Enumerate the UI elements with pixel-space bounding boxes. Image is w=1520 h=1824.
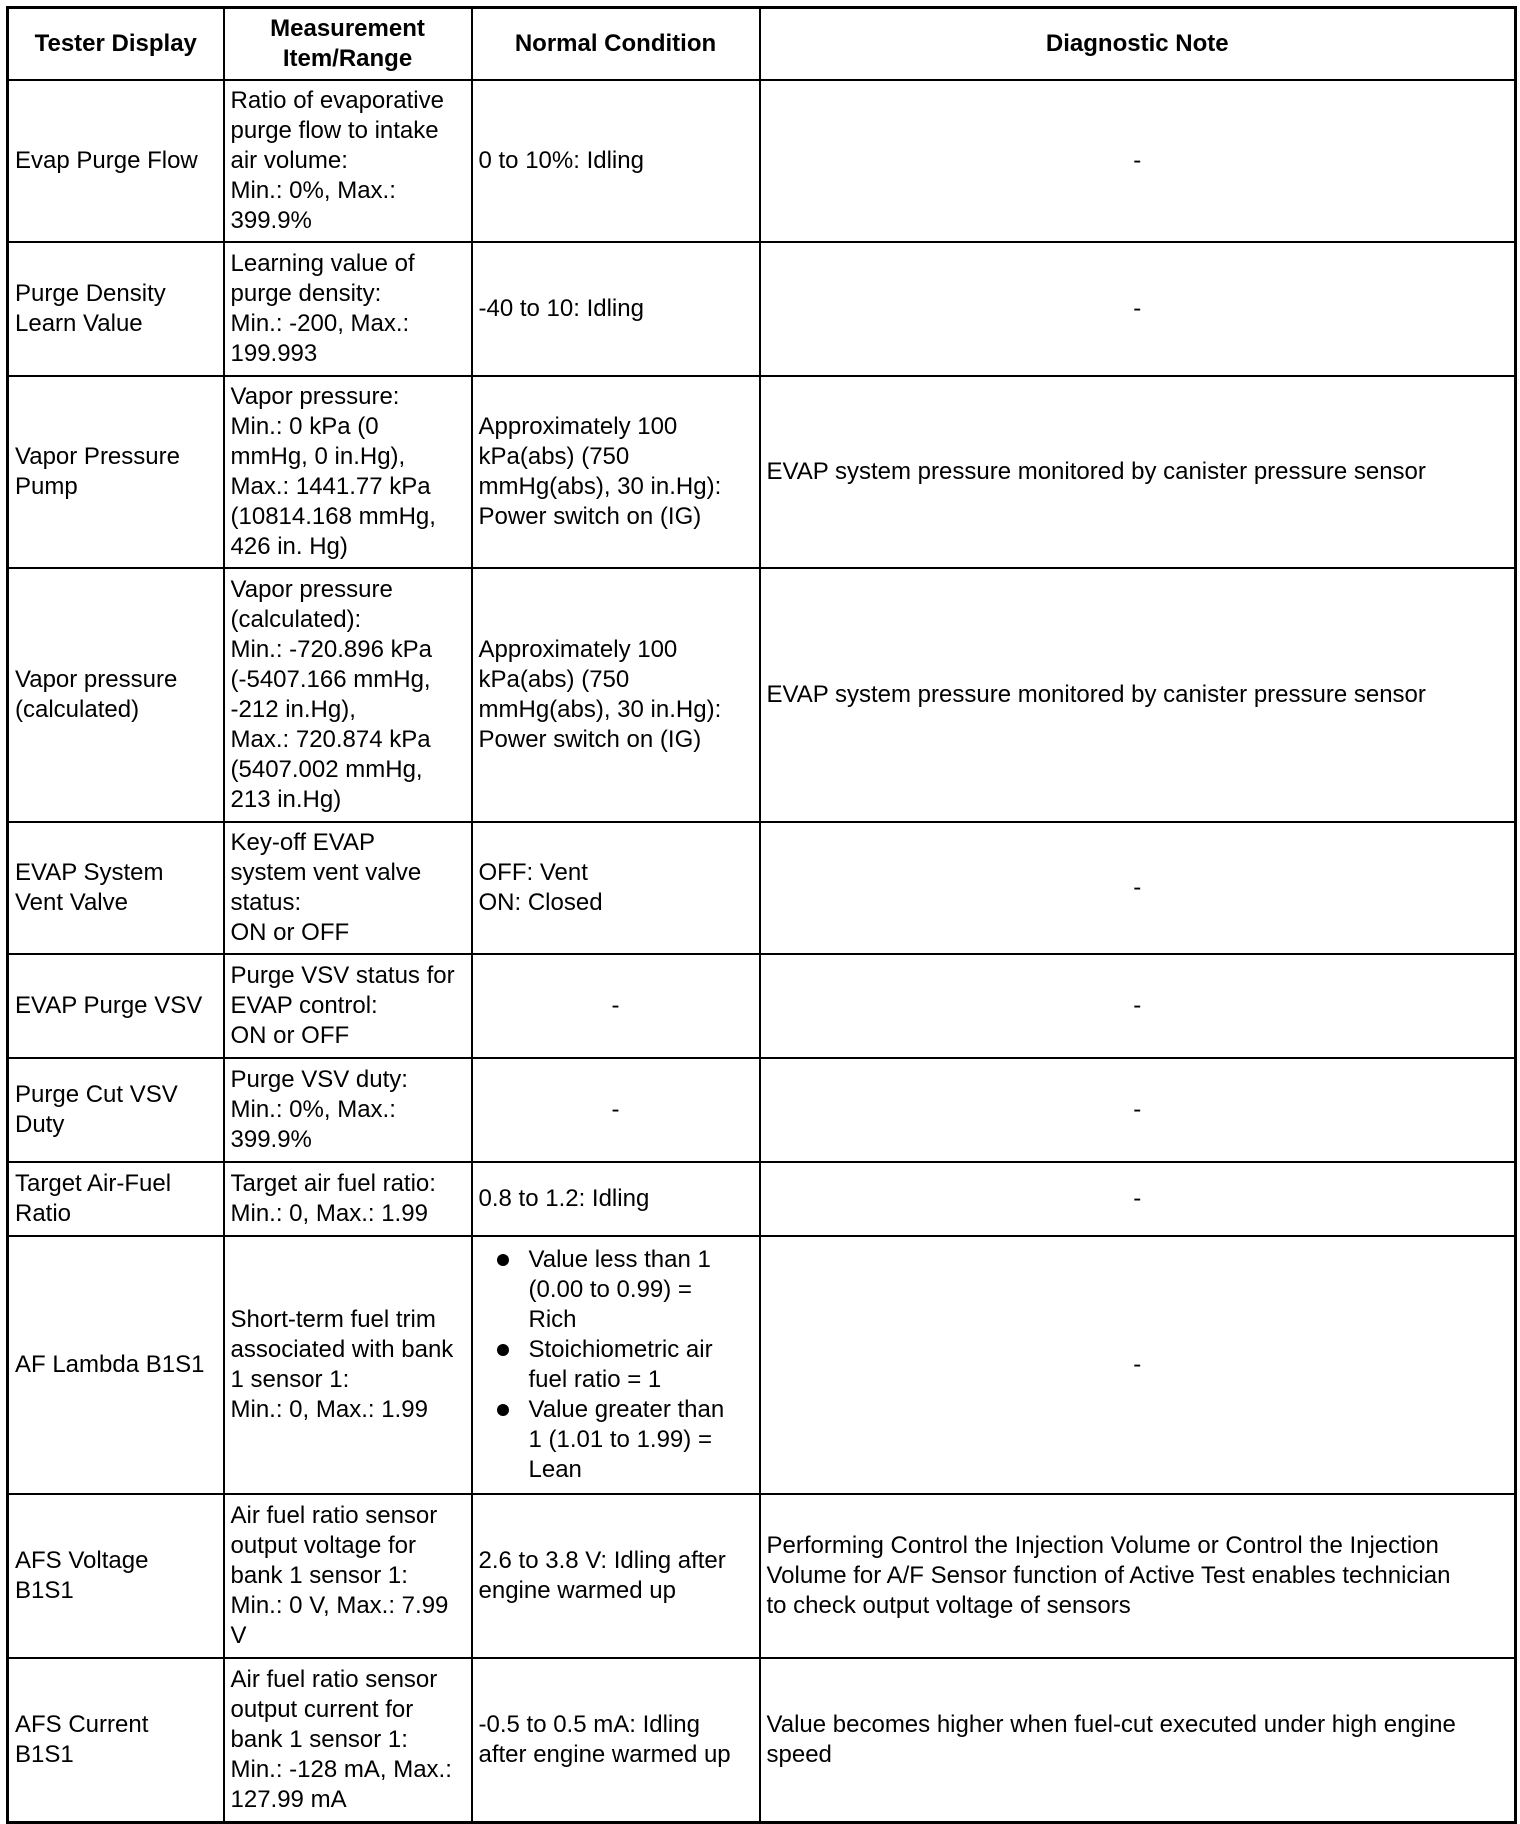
tester-display-cell: AF Lambda B1S1: [8, 1236, 224, 1494]
measurement-cell: Target air fuel ratio: Min.: 0, Max.: 1.99: [224, 1162, 472, 1236]
tester-display-cell: Purge Density Learn Value: [8, 242, 224, 376]
table-row: [8, 1236, 1516, 1494]
measurement-cell: Learning value of purge density: Min.: -200, Max.: 199.993: [224, 242, 472, 376]
measurement-cell: Key-off EVAP system vent valve status: ON or OFF: [224, 822, 472, 954]
normal-condition-cell: 0 to 10%: Idling: [472, 80, 760, 242]
diagnostic-note-cell: EVAP system pressure monitored by canister pressure sensor: [760, 376, 1516, 568]
measurement-cell: Vapor pressure (calculated): Min.: -720.896 kPa (-5407.166 mmHg, -212 in.Hg), Max.: 720.874 kPa (5407.002 mmHg, 213 in.Hg): [224, 568, 472, 822]
tester-data-table: [6, 6, 1517, 1824]
bullet-dot-icon: [497, 1344, 509, 1356]
normal-condition-cell: OFF: Vent ON: Closed: [472, 822, 760, 954]
diagnostic-note-cell: Value becomes higher when fuel-cut executed under high engine speed: [760, 1658, 1516, 1822]
header-normal-condition: Normal Condition: [472, 8, 760, 81]
bullet-item: Value greater than 1 (1.01 to 1.99) = Lean: [479, 1395, 753, 1485]
bullet-item: Value less than 1 (0.00 to 0.99) = Rich: [479, 1245, 753, 1335]
table-row: [8, 376, 1516, 568]
table-row: [8, 80, 1516, 242]
tester-display-cell: AFS Voltage B1S1: [8, 1494, 224, 1658]
normal-condition-cell: 2.6 to 3.8 V: Idling after engine warmed up: [472, 1494, 760, 1658]
tester-display-cell: Purge Cut VSV Duty: [8, 1058, 224, 1162]
bullet-dot-icon: [497, 1404, 509, 1416]
table-row: [8, 1058, 1516, 1162]
table-row: [8, 242, 1516, 376]
normal-condition-cell: -40 to 10: Idling: [472, 242, 760, 376]
tester-display-cell: AFS Current B1S1: [8, 1658, 224, 1822]
diagnostic-note-cell: -: [760, 1236, 1516, 1494]
table-row: [8, 954, 1516, 1058]
normal-condition-cell: 0.8 to 1.2: Idling: [472, 1162, 760, 1236]
table-row: [8, 568, 1516, 822]
table-row: [8, 1162, 1516, 1236]
diagnostic-note-cell: -: [760, 954, 1516, 1058]
tester-display-cell: EVAP System Vent Valve: [8, 822, 224, 954]
tester-display-cell: Target Air-Fuel Ratio: [8, 1162, 224, 1236]
tester-display-cell: Vapor Pressure Pump: [8, 376, 224, 568]
diagnostic-note-cell: -: [760, 1058, 1516, 1162]
header-measurement: Measurement Item/Range: [224, 8, 472, 81]
diagnostic-note-cell: -: [760, 1162, 1516, 1236]
normal-condition-cell: [472, 1236, 760, 1494]
normal-condition-cell: Approximately 100 kPa(abs) (750 mmHg(abs), 30 in.Hg): Power switch on (IG): [472, 568, 760, 822]
table-row: [8, 1494, 1516, 1658]
tester-display-cell: Evap Purge Flow: [8, 80, 224, 242]
diagnostic-note-cell: Performing Control the Injection Volume or Control the Injection Volume for A/F Sensor function of Active Test enables technician to check output voltage of sensors: [760, 1494, 1516, 1658]
normal-condition-cell: -0.5 to 0.5 mA: Idling after engine warmed up: [472, 1658, 760, 1822]
normal-condition-cell: -: [472, 1058, 760, 1162]
measurement-cell: Short-term fuel trim associated with bank 1 sensor 1: Min.: 0, Max.: 1.99: [224, 1236, 472, 1494]
measurement-cell: Ratio of evaporative purge flow to intake air volume: Min.: 0%, Max.: 399.9%: [224, 80, 472, 242]
header-diagnostic-note: Diagnostic Note: [760, 8, 1516, 81]
measurement-cell: Air fuel ratio sensor output voltage for bank 1 sensor 1: Min.: 0 V, Max.: 7.99 V: [224, 1494, 472, 1658]
tester-display-cell: Vapor pressure (calculated): [8, 568, 224, 822]
diagnostic-note-cell: -: [760, 242, 1516, 376]
diagnostic-note-cell: EVAP system pressure monitored by canister pressure sensor: [760, 568, 1516, 822]
table-row: [8, 1658, 1516, 1822]
header-tester-display: Tester Display: [8, 8, 224, 81]
measurement-cell: Vapor pressure: Min.: 0 kPa (0 mmHg, 0 in.Hg), Max.: 1441.77 kPa (10814.168 mmHg, 426 in. Hg): [224, 376, 472, 568]
diagnostic-note-cell: -: [760, 80, 1516, 242]
measurement-cell: Purge VSV duty: Min.: 0%, Max.: 399.9%: [224, 1058, 472, 1162]
bullet-item: Stoichiometric air fuel ratio = 1: [479, 1335, 753, 1395]
normal-condition-cell: Approximately 100 kPa(abs) (750 mmHg(abs), 30 in.Hg): Power switch on (IG): [472, 376, 760, 568]
normal-condition-cell: -: [472, 954, 760, 1058]
measurement-cell: Purge VSV status for EVAP control: ON or OFF: [224, 954, 472, 1058]
diagnostic-note-cell: -: [760, 822, 1516, 954]
table-row: [8, 822, 1516, 954]
normal-condition-bullet-list: [479, 1245, 753, 1485]
header-row: [8, 8, 1516, 81]
tester-display-cell: EVAP Purge VSV: [8, 954, 224, 1058]
bullet-dot-icon: [497, 1254, 509, 1266]
measurement-cell: Air fuel ratio sensor output current for bank 1 sensor 1: Min.: -128 mA, Max.: 127.99 mA: [224, 1658, 472, 1822]
